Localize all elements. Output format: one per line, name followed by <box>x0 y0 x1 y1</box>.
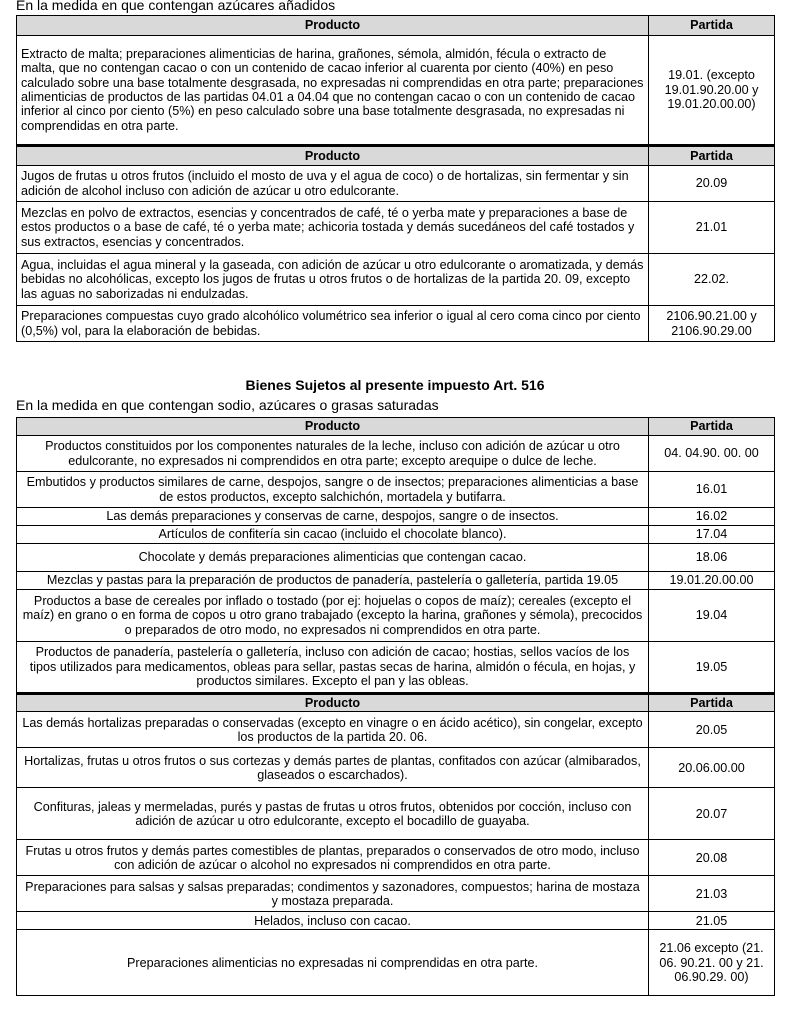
producto-cell: Mezclas en polvo de extractos, esencias y concentrados de café, té o yerba mate y preparaciones a base de estos productos o a base de café, té o yerba mate; achicoria tostada y demás sucedáneos del café tostados y sus extractos, esencias y concentrados. <box>17 202 649 254</box>
producto-cell: Chocolate y demás preparaciones alimenticias que contengan cacao. <box>17 544 649 572</box>
partida-cell: 21.05 <box>649 912 775 930</box>
header-partida: Partida <box>649 418 775 436</box>
producto-cell: Jugos de frutas u otros frutos (incluido el mosto de uva y el agua de coco) o de hortalizas, sin fermentar y sin adición de alcohol incluso con adición de azúcar u otro edulcorante. <box>17 166 649 202</box>
partida-cell: 20.08 <box>649 840 775 876</box>
header-producto: Producto <box>17 694 649 712</box>
header-partida: Partida <box>649 694 775 712</box>
producto-cell: Productos de panadería, pastelería o galletería, incluso con adición de cacao; hostias, sellos vacíos de los tipos utilizados para medicamentos, obleas para sellar, pastas secas de harina, almidón o fécula, en hojas, y productos similares. Excepto el pan y las obleas. <box>17 642 649 694</box>
producto-cell: Artículos de confitería sin cacao (incluido el chocolate blanco). <box>17 526 649 544</box>
header-partida: Partida <box>649 16 775 36</box>
producto-cell: Embutidos y productos similares de carne, despojos, sangre o de insectos; preparaciones alimenticias a base de estos productos, excepto salchichón, mortadela y butifarra. <box>17 472 649 508</box>
producto-cell: Las demás preparaciones y conservas de carne, despojos, sangre o de insectos. <box>17 508 649 526</box>
table-row <box>17 166 775 202</box>
section1-intro: En la medida en que contengan azúcares añadidos <box>16 0 336 13</box>
producto-cell: Agua, incluidas el agua mineral y la gaseada, con adición de azúcar u otro edulcorante o aromatizada, y demás bebidas no alcohólicas, excepto los jugos de frutas u otros frutos o de hortalizas de la partida 20. 09, excepto las aguas no saborizadas ni endulzadas. <box>17 254 649 306</box>
table-row <box>17 572 775 590</box>
table-row <box>17 526 775 544</box>
partida-cell: 17.04 <box>649 526 775 544</box>
table-row <box>17 840 775 876</box>
table-row <box>17 306 775 342</box>
producto-cell: Confituras, jaleas y mermeladas, purés y pastas de frutas u otros frutos, obtenidos por cocción, incluso con adición de azúcar u otro edulcorante, excepto el bocadillo de guayaba. <box>17 788 649 840</box>
table-row <box>17 642 775 694</box>
partida-cell: 19.01. (excepto 19.01.90.20.00 y 19.01.20.00.00) <box>649 36 775 146</box>
table-header <box>17 146 775 166</box>
partida-cell: 20.09 <box>649 166 775 202</box>
producto-cell: Productos constituidos por los componentes naturales de la leche, incluso con adición de azúcar u otro edulcorante, no expresados ni comprendidos en otra parte; excepto arequipe o dulce de leche. <box>17 436 649 472</box>
header-producto: Producto <box>17 418 649 436</box>
partida-cell: 19.05 <box>649 642 775 694</box>
table-header <box>17 16 775 36</box>
table-row <box>17 202 775 254</box>
table-row <box>17 254 775 306</box>
header-producto: Producto <box>17 146 649 166</box>
table-row <box>17 876 775 912</box>
partida-cell: 21.06 excepto (21. 06. 90.21. 00 y 21. 06.90.29. 00) <box>649 930 775 996</box>
partida-cell: 19.01.20.00.00 <box>649 572 775 590</box>
table-row <box>17 508 775 526</box>
header-producto: Producto <box>17 16 649 36</box>
table-row <box>17 590 775 642</box>
table-row <box>17 36 775 146</box>
table-row <box>17 436 775 472</box>
partida-cell: 22.02. <box>649 254 775 306</box>
producto-cell: Preparaciones alimenticias no expresadas ni comprendidas en otra parte. <box>17 930 649 996</box>
table-row <box>17 912 775 930</box>
table-header <box>17 418 775 436</box>
partida-cell: 16.02 <box>649 508 775 526</box>
partida-cell: 04. 04.90. 00. 00 <box>649 436 775 472</box>
table-section1 <box>16 15 775 342</box>
producto-cell: Frutas u otros frutos y demás partes comestibles de plantas, preparados o conservados de otro modo, incluso con adición de azúcar o alcohol no expresados ni comprendidos en otra parte. <box>17 840 649 876</box>
partida-cell: 21.03 <box>649 876 775 912</box>
table-row <box>17 472 775 508</box>
partida-cell: 21.01 <box>649 202 775 254</box>
table-row <box>17 748 775 788</box>
producto-cell: Helados, incluso con cacao. <box>17 912 649 930</box>
partida-cell: 18.06 <box>649 544 775 572</box>
producto-cell: Las demás hortalizas preparadas o conservadas (excepto en vinagre o en ácido acético), sin congelar, excepto los productos de la partida 20. 06. <box>17 712 649 748</box>
producto-cell: Hortalizas, frutas u otros frutos o sus cortezas y demás partes de plantas, confitados con azúcar (almibarados, glaseados o escarchados). <box>17 748 649 788</box>
header-partida: Partida <box>649 146 775 166</box>
partida-cell: 16.01 <box>649 472 775 508</box>
partida-cell: 20.05 <box>649 712 775 748</box>
section2-intro: En la medida en que contengan sodio, azúcares o grasas saturadas <box>16 397 439 413</box>
table-row <box>17 788 775 840</box>
partida-cell: 2106.90.21.00 y 2106.90.29.00 <box>649 306 775 342</box>
producto-cell: Preparaciones compuestas cuyo grado alcohólico volumétrico sea inferior o igual al cero coma cinco por ciento (0,5%) vol, para la elaboración de bebidas. <box>17 306 649 342</box>
table-row <box>17 930 775 996</box>
producto-cell: Mezclas y pastas para la preparación de productos de panadería, pastelería o galletería, partida 19.05 <box>17 572 649 590</box>
table-row <box>17 712 775 748</box>
partida-cell: 20.07 <box>649 788 775 840</box>
partida-cell: 20.06.00.00 <box>649 748 775 788</box>
table-section2 <box>16 417 775 996</box>
table-header <box>17 694 775 712</box>
partida-cell: 19.04 <box>649 590 775 642</box>
section2-title: Bienes Sujetos al presente impuesto Art. 516 <box>245 377 545 393</box>
table-row <box>17 544 775 572</box>
producto-cell: Preparaciones para salsas y salsas preparadas; condimentos y sazonadores, compuestos; harina de mostaza y mostaza preparada. <box>17 876 649 912</box>
producto-cell: Productos a base de cereales por inflado o tostado (por ej: hojuelas o copos de maíz); cereales (excepto el maíz) en grano o en forma de copos u otro grano trabajado (excepto la harina, grañones y sémola), precocidos o preparados de otro modo, no expresados ni comprendidos en otra parte. <box>17 590 649 642</box>
producto-cell: Extracto de malta; preparaciones alimenticias de harina, grañones, sémola, almidón, fécula o extracto de malta, que no contengan cacao o con un contenido de cacao inferior al cuarenta por ciento (40%) en peso calculado sobre una base totalmente desgrasada, no expresadas ni comprendidas en otra parte; preparaciones alimenticias de productos de las partidas 04.01 a 04.04 que no contengan cacao o con un contenido de cacao inferior al cinco por ciento (5%) en peso calculado sobre una base totalmente desgrasada, no expresadas ni comprendidas en otra parte. <box>17 36 649 146</box>
